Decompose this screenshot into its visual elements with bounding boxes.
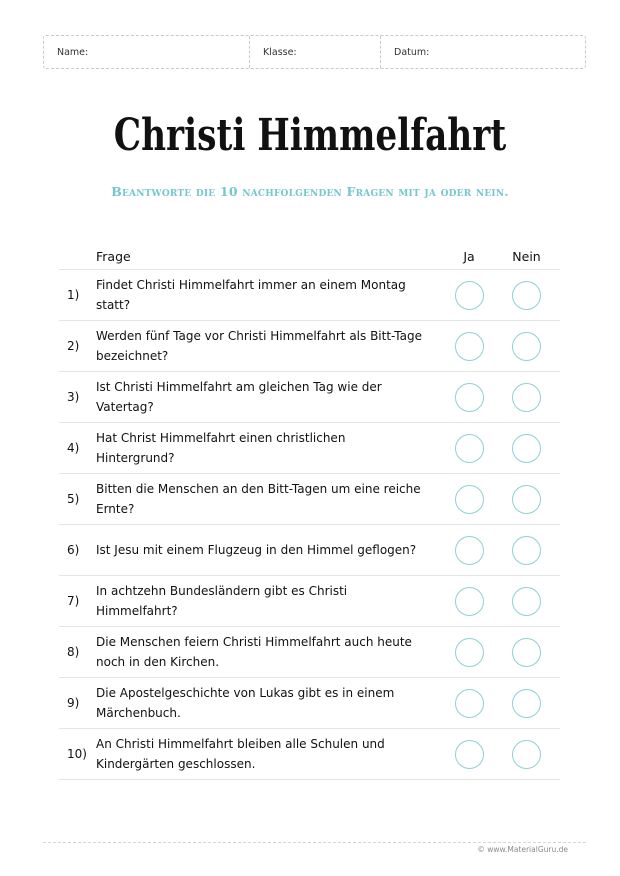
table-row <box>59 423 560 474</box>
klasse-field[interactable] <box>250 36 381 68</box>
answer-ja-circle[interactable] <box>455 689 484 718</box>
question-text: Die Apostelgeschichte von Lukas gibt es in einem Märchenbuch. <box>96 686 395 720</box>
answer-ja-circle[interactable] <box>455 434 484 463</box>
answer-ja-circle[interactable] <box>455 383 484 412</box>
table-row <box>59 474 560 525</box>
name-label: Name: <box>57 46 89 58</box>
question-number: 9) <box>67 696 80 710</box>
answer-ja-circle[interactable] <box>455 332 484 361</box>
table-row <box>59 525 560 576</box>
question-text: Ist Christi Himmelfahrt am gleichen Tag wie der Vatertag? <box>96 380 382 414</box>
answer-nein-circle[interactable] <box>512 485 541 514</box>
answer-ja-circle[interactable] <box>455 740 484 769</box>
header-ja: Ja <box>463 248 475 264</box>
question-number: 3) <box>67 390 80 404</box>
question-number: 10) <box>67 747 87 761</box>
question-text: Hat Christ Himmelfahrt einen christlichen Hintergrund? <box>96 431 346 465</box>
page-subtitle: Beantworte die 10 nachfolgenden Fragen mit ja oder nein. <box>111 184 509 199</box>
table-row <box>59 321 560 372</box>
answer-ja-circle[interactable] <box>455 485 484 514</box>
name-field[interactable] <box>44 36 250 68</box>
answer-nein-circle[interactable] <box>512 332 541 361</box>
datum-field[interactable] <box>381 36 585 68</box>
question-text: In achtzehn Bundesländern gibt es Christi Himmelfahrt? <box>96 584 348 618</box>
student-info-box <box>43 35 586 69</box>
answer-ja-circle[interactable] <box>455 587 484 616</box>
answer-nein-circle[interactable] <box>512 740 541 769</box>
question-text: Die Menschen feiern Christi Himmelfahrt auch heute noch in den Kirchen. <box>96 635 412 669</box>
answer-nein-circle[interactable] <box>512 281 541 310</box>
table-row <box>59 729 560 780</box>
answer-nein-circle[interactable] <box>512 587 541 616</box>
answer-nein-circle[interactable] <box>512 689 541 718</box>
klasse-label: Klasse: <box>263 46 297 58</box>
table-row <box>59 270 560 321</box>
answer-ja-circle[interactable] <box>455 281 484 310</box>
question-text: Werden fünf Tage vor Christi Himmelfahrt als Bitt-Tage bezeichnet? <box>96 329 422 363</box>
answer-nein-circle[interactable] <box>512 434 541 463</box>
table-row <box>59 372 560 423</box>
question-number: 2) <box>67 339 80 353</box>
table-row <box>59 576 560 627</box>
question-number: 8) <box>67 645 80 659</box>
question-number: 6) <box>67 543 80 557</box>
header-frage: Frage <box>96 248 131 264</box>
datum-label: Datum: <box>394 46 430 58</box>
table-header <box>59 243 560 270</box>
footer-copyright: © www.MaterialGuru.de <box>477 845 568 854</box>
table-row <box>59 678 560 729</box>
question-number: 1) <box>67 288 80 302</box>
answer-nein-circle[interactable] <box>512 638 541 667</box>
answer-nein-circle[interactable] <box>512 536 541 565</box>
header-nein: Nein <box>512 248 541 264</box>
question-number: 5) <box>67 492 80 506</box>
answer-ja-circle[interactable] <box>455 536 484 565</box>
footer-divider <box>43 842 586 843</box>
question-text: Bitten die Menschen an den Bitt-Tagen um eine reiche Ernte? <box>96 482 421 516</box>
question-text: Ist Jesu mit einem Flugzeug in den Himmel geflogen? <box>96 543 417 557</box>
answer-nein-circle[interactable] <box>512 383 541 412</box>
question-text: Findet Christi Himmelfahrt immer an einem Montag statt? <box>96 278 406 312</box>
question-table <box>59 243 560 780</box>
question-text: An Christi Himmelfahrt bleiben alle Schulen und Kindergärten geschlossen. <box>96 737 385 771</box>
answer-ja-circle[interactable] <box>455 638 484 667</box>
page-title: Christi Himmelfahrt <box>113 110 507 161</box>
question-number: 4) <box>67 441 80 455</box>
question-number: 7) <box>67 594 80 608</box>
table-row <box>59 627 560 678</box>
